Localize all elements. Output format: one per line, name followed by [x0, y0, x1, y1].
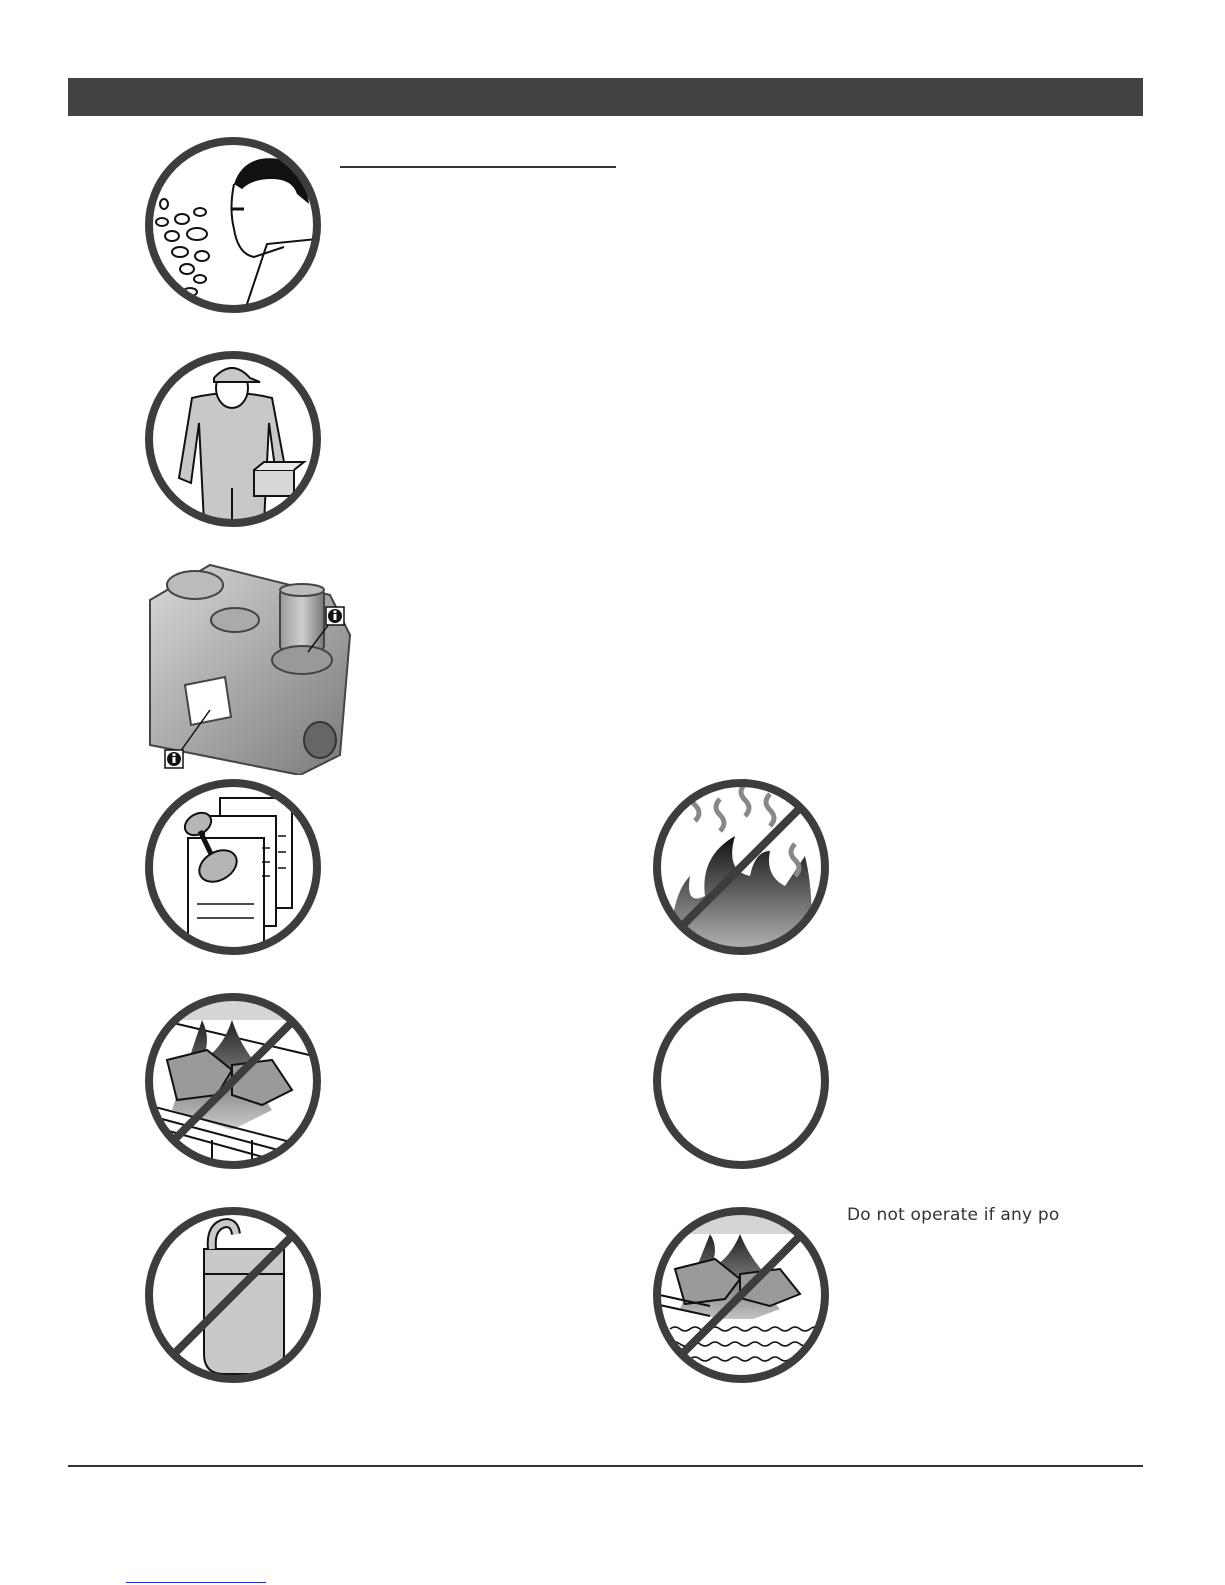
footer-link-underline[interactable]: [126, 1582, 266, 1583]
no-water-fire-icon: [650, 1204, 832, 1386]
no-fuel-can-icon: [142, 1204, 324, 1386]
documents-icon: [142, 776, 324, 958]
blank-circle-icon: [650, 990, 832, 1172]
no-smoke-icon: [650, 776, 832, 958]
smell-gas-icon: [142, 134, 324, 316]
no-log-fire-icon: [142, 990, 324, 1172]
title-underline: [340, 166, 616, 168]
gas-valve-icon: [140, 560, 360, 775]
caution-text: Do not operate if any po: [847, 1205, 1060, 1225]
header-bar: [68, 78, 1143, 116]
footer-rule: [68, 1465, 1143, 1467]
technician-icon: [142, 348, 324, 530]
